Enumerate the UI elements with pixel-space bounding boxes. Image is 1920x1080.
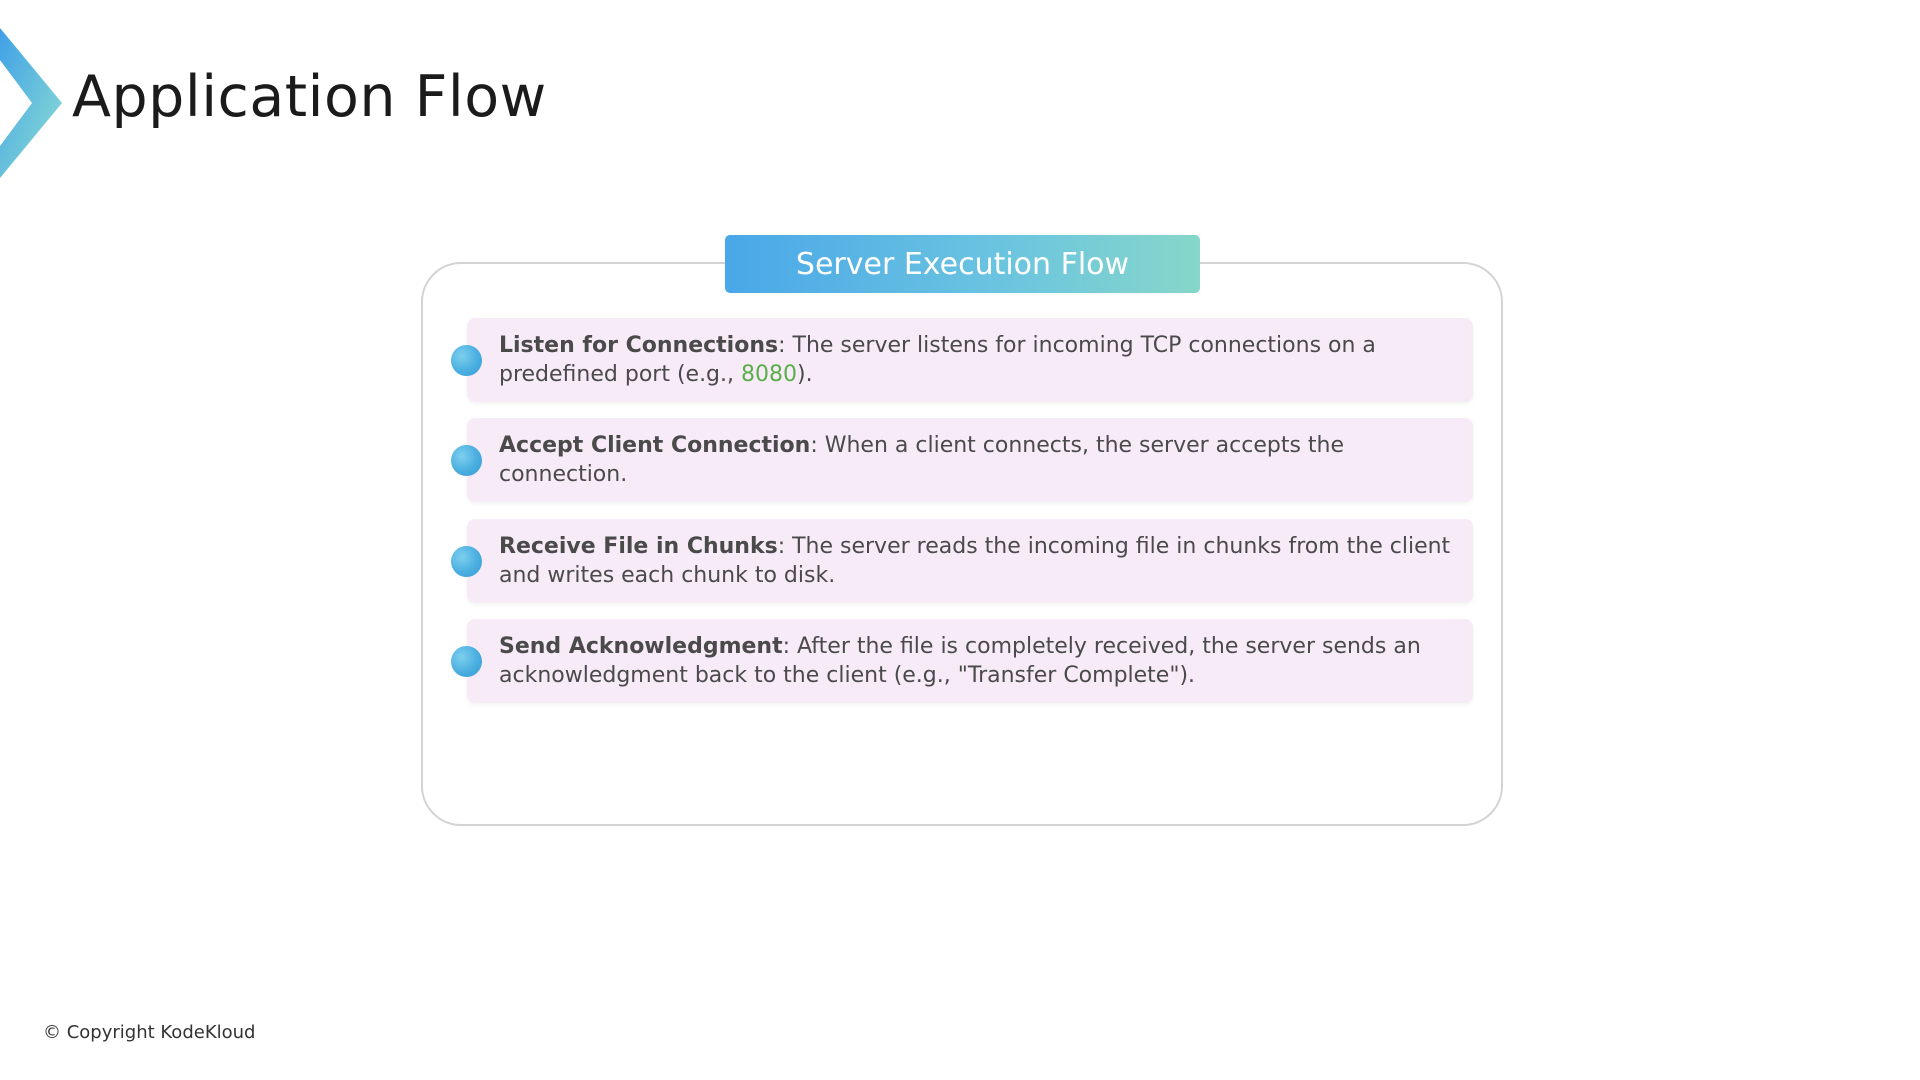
step-text	[499, 519, 1454, 603]
step-item	[0, 519, 1920, 603]
bullet-icon	[451, 445, 482, 476]
bullet-icon	[451, 345, 482, 376]
panel-header: Server Execution Flow	[725, 235, 1200, 293]
step-description: : When a client connects, the server accepts the connection.	[499, 433, 1345, 487]
step-description-end: ).	[797, 362, 813, 387]
port-number: 8080	[741, 362, 797, 387]
step-description: : The server reads the incoming file in chunks from the client and writes each chunk to disk.	[499, 534, 1451, 588]
step-title: Send Acknowledgment	[499, 634, 783, 659]
step-item	[0, 318, 1920, 402]
step-item	[0, 619, 1920, 703]
step-text	[499, 418, 1454, 502]
step-description: : The server listens for incoming TCP connections on a predefined port (e.g.,	[499, 333, 1376, 387]
step-item	[0, 418, 1920, 502]
step-title: Listen for Connections	[499, 333, 779, 358]
page-title: Application Flow	[72, 64, 547, 130]
step-text	[499, 318, 1454, 402]
step-title: Receive File in Chunks	[499, 534, 778, 559]
step-title: Accept Client Connection	[499, 433, 811, 458]
step-text	[499, 619, 1454, 703]
copyright-footer: © Copyright KodeKloud	[43, 1022, 256, 1043]
chevron-logo-icon	[0, 28, 62, 178]
bullet-icon	[451, 646, 482, 677]
step-description: : After the file is completely received, the server sends an acknowledgment back to the client (e.g., "Transfer Complete").	[499, 634, 1421, 688]
bullet-icon	[451, 546, 482, 577]
